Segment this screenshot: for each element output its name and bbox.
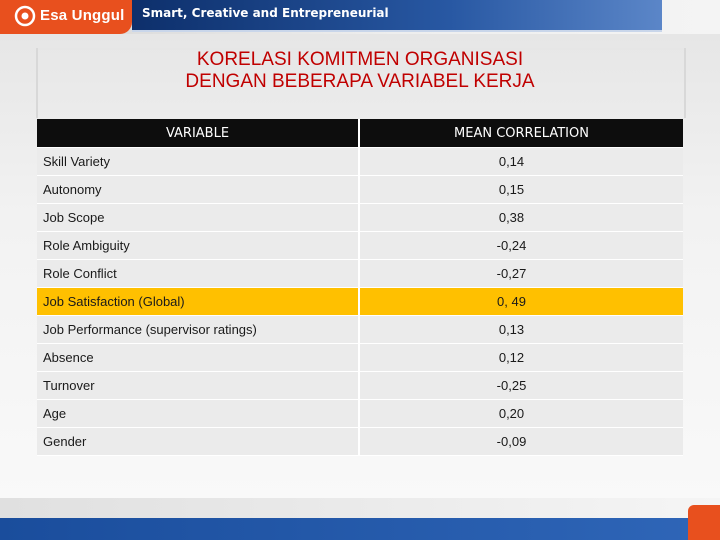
correlation-cell: 0,13 xyxy=(360,316,683,343)
esa-unggul-logo-icon xyxy=(14,5,36,27)
header-bar xyxy=(0,0,720,34)
footer-band xyxy=(0,498,720,520)
correlation-cell: 0,15 xyxy=(360,176,683,203)
table-row xyxy=(37,344,683,372)
variable-cell: Skill Variety xyxy=(37,148,360,175)
variable-cell: Job Scope xyxy=(37,204,360,231)
correlation-cell: 0,20 xyxy=(360,400,683,427)
footer-blue-bar xyxy=(0,518,720,540)
correlation-cell: -0,09 xyxy=(360,428,683,455)
table-row xyxy=(37,232,683,260)
frame-divider xyxy=(36,48,38,118)
correlation-cell: 0,14 xyxy=(360,148,683,175)
correlation-cell: -0,27 xyxy=(360,260,683,287)
tagline-band xyxy=(132,0,662,32)
column-header-variable: VARIABLE xyxy=(37,119,360,147)
variable-cell: Job Performance (supervisor ratings) xyxy=(37,316,360,343)
variable-cell: Gender xyxy=(37,428,360,455)
variable-cell: Role Ambiguity xyxy=(37,232,360,259)
correlation-cell: -0,24 xyxy=(360,232,683,259)
variable-cell: Role Conflict xyxy=(37,260,360,287)
correlation-cell: 0, 49 xyxy=(360,288,683,315)
table-row xyxy=(37,288,683,316)
variable-cell: Turnover xyxy=(37,372,360,399)
logo-text: Esa Unggul xyxy=(40,7,125,24)
correlation-cell: -0,25 xyxy=(360,372,683,399)
table-row xyxy=(37,400,683,428)
table-row xyxy=(37,428,683,456)
correlation-cell: 0,38 xyxy=(360,204,683,231)
table-row xyxy=(37,148,683,176)
slide-title-line1: KORELASI KOMITMEN ORGANISASI xyxy=(196,49,524,70)
table-row xyxy=(37,176,683,204)
frame-divider xyxy=(684,48,686,118)
table-header-row xyxy=(37,119,683,148)
table-row xyxy=(37,204,683,232)
table-body xyxy=(37,148,683,456)
tagline: Smart, Creative and Entrepreneurial xyxy=(142,6,389,20)
correlation-cell: 0,12 xyxy=(360,344,683,371)
slide-title xyxy=(60,49,660,93)
table-row xyxy=(37,372,683,400)
correlation-table xyxy=(37,119,683,456)
variable-cell: Autonomy xyxy=(37,176,360,203)
slide-title-line2: DENGAN BEBERAPA VARIABEL KERJA xyxy=(185,71,535,92)
logo xyxy=(0,0,132,34)
column-header-mean-correlation: MEAN CORRELATION xyxy=(360,119,683,147)
table-row xyxy=(37,260,683,288)
footer-orange-accent xyxy=(688,505,720,540)
variable-cell: Job Satisfaction (Global) xyxy=(37,288,360,315)
variable-cell: Absence xyxy=(37,344,360,371)
table-row xyxy=(37,316,683,344)
variable-cell: Age xyxy=(37,400,360,427)
